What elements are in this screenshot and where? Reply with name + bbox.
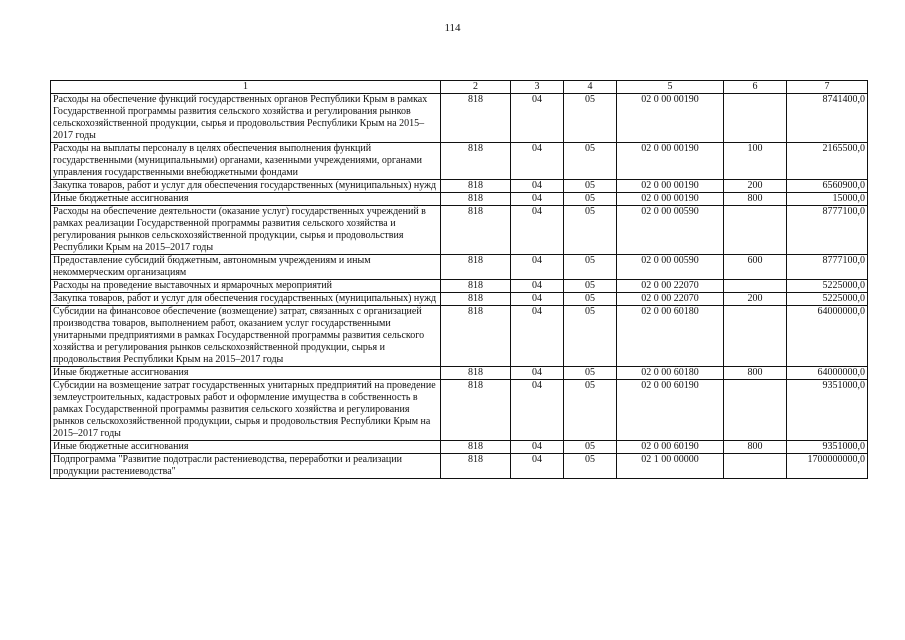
ministry-code: 818: [441, 143, 511, 180]
section-code: 04: [511, 380, 564, 441]
target-article-code: 02 0 00 00590: [617, 206, 724, 255]
expense-type-code: [724, 280, 787, 293]
table-row: [51, 380, 868, 441]
target-article-code: 02 0 00 60180: [617, 367, 724, 380]
table-row: [51, 94, 868, 143]
section-code: 04: [511, 280, 564, 293]
ministry-code: 818: [441, 441, 511, 454]
table-row: [51, 280, 868, 293]
page-number: 114: [444, 22, 461, 34]
table-row: [51, 441, 868, 454]
expense-type-code: 100: [724, 143, 787, 180]
target-article-code: 02 0 00 22070: [617, 293, 724, 306]
expense-type-code: 800: [724, 193, 787, 206]
column-header-1: 1: [51, 81, 441, 94]
row-name: Подпрограмма "Развитие подотрасли растениеводства, переработки и реализации продукции растениеводства": [51, 454, 441, 479]
row-name: Иные бюджетные ассигнования: [51, 193, 441, 206]
table-row: [51, 143, 868, 180]
target-article-code: 02 0 00 60190: [617, 441, 724, 454]
section-code: 04: [511, 143, 564, 180]
amount: 15000,0: [787, 193, 868, 206]
target-article-code: 02 0 00 22070: [617, 280, 724, 293]
column-header-2: 2: [441, 81, 511, 94]
section-code: 04: [511, 454, 564, 479]
table-body: [51, 94, 868, 479]
ministry-code: 818: [441, 94, 511, 143]
section-code: 04: [511, 94, 564, 143]
target-article-code: 02 0 00 00190: [617, 94, 724, 143]
row-name: Субсидии на финансовое обеспечение (возмещение) затрат, связанных с организацией производства товаров, выполнением работ, оказанием услуг государственными унитарными предприятиями в рамках Государственной программы развития сельского хозяйства и регулирования рынков сельскохозяйственной продукции, сырья и продовольствия Республики Крым на 2015–2017 годы: [51, 306, 441, 367]
row-name: Расходы на обеспечение функций государственных органов Республики Крым в рамках Государственной программы развития сельского хозяйства и регулирования рынков сельскохозяйственной продукции, сырья и продовольствия Республики Крым на 2015–2017 годы: [51, 94, 441, 143]
amount: 9351000,0: [787, 441, 868, 454]
ministry-code: 818: [441, 293, 511, 306]
section-code: 04: [511, 180, 564, 193]
table-row: [51, 180, 868, 193]
section-code: 04: [511, 206, 564, 255]
ministry-code: 818: [441, 206, 511, 255]
amount: 5225000,0: [787, 293, 868, 306]
section-code: 04: [511, 367, 564, 380]
row-name: Расходы на проведение выставочных и ярмарочных мероприятий: [51, 280, 441, 293]
amount: 8777100,0: [787, 206, 868, 255]
target-article-code: 02 0 00 00590: [617, 255, 724, 280]
column-header-7: 7: [787, 81, 868, 94]
expense-type-code: [724, 306, 787, 367]
row-name: Иные бюджетные ассигнования: [51, 441, 441, 454]
expense-type-code: 200: [724, 180, 787, 193]
table-row: [51, 454, 868, 479]
budget-table: [50, 80, 868, 479]
section-code: 04: [511, 441, 564, 454]
subsection-code: 05: [564, 293, 617, 306]
section-code: 04: [511, 193, 564, 206]
amount: 64000000,0: [787, 306, 868, 367]
ministry-code: 818: [441, 193, 511, 206]
subsection-code: 05: [564, 94, 617, 143]
subsection-code: 05: [564, 255, 617, 280]
target-article-code: 02 0 00 60180: [617, 306, 724, 367]
amount: 9351000,0: [787, 380, 868, 441]
subsection-code: 05: [564, 206, 617, 255]
column-header-4: 4: [564, 81, 617, 94]
target-article-code: 02 0 00 60190: [617, 380, 724, 441]
expense-type-code: [724, 380, 787, 441]
target-article-code: 02 0 00 00190: [617, 180, 724, 193]
row-name: Предоставление субсидий бюджетным, автономным учреждениям и иным некоммерческим организациям: [51, 255, 441, 280]
row-name: Закупка товаров, работ и услуг для обеспечения государственных (муниципальных) нужд: [51, 293, 441, 306]
subsection-code: 05: [564, 143, 617, 180]
table-row: [51, 306, 868, 367]
ministry-code: 818: [441, 180, 511, 193]
column-header-3: 3: [511, 81, 564, 94]
subsection-code: 05: [564, 380, 617, 441]
subsection-code: 05: [564, 441, 617, 454]
table-row: [51, 206, 868, 255]
section-code: 04: [511, 306, 564, 367]
ministry-code: 818: [441, 380, 511, 441]
expense-type-code: [724, 454, 787, 479]
expense-type-code: [724, 94, 787, 143]
ministry-code: 818: [441, 306, 511, 367]
expense-type-code: 600: [724, 255, 787, 280]
subsection-code: 05: [564, 367, 617, 380]
section-code: 04: [511, 293, 564, 306]
table-row: [51, 255, 868, 280]
expense-type-code: 200: [724, 293, 787, 306]
subsection-code: 05: [564, 280, 617, 293]
row-name: Иные бюджетные ассигнования: [51, 367, 441, 380]
amount: 1700000000,0: [787, 454, 868, 479]
amount: 2165500,0: [787, 143, 868, 180]
amount: 8777100,0: [787, 255, 868, 280]
amount: 6560900,0: [787, 180, 868, 193]
column-header-5: 5: [617, 81, 724, 94]
ministry-code: 818: [441, 367, 511, 380]
amount: 64000000,0: [787, 367, 868, 380]
expense-type-code: [724, 206, 787, 255]
ministry-code: 818: [441, 255, 511, 280]
target-article-code: 02 0 00 00190: [617, 143, 724, 180]
header-row: [51, 81, 868, 94]
ministry-code: 818: [441, 454, 511, 479]
table-row: [51, 367, 868, 380]
subsection-code: 05: [564, 180, 617, 193]
subsection-code: 05: [564, 193, 617, 206]
table-header: [51, 81, 868, 94]
table-row: [51, 193, 868, 206]
amount: 5225000,0: [787, 280, 868, 293]
expense-type-code: 800: [724, 367, 787, 380]
section-code: 04: [511, 255, 564, 280]
target-article-code: 02 0 00 00190: [617, 193, 724, 206]
row-name: Расходы на обеспечение деятельности (оказание услуг) государственных учреждений в рамках реализации Государственной программы развития сельского хозяйства и регулирования рынков сельскохозяйственной продукции, сырья и продовольствия Республики Крым на 2015–2017 годы: [51, 206, 441, 255]
row-name: Расходы на выплаты персоналу в целях обеспечения выполнения функций государственными (муниципальными) органами, казенными учреждениями, органами управления государственными внебюджетными фондами: [51, 143, 441, 180]
table-row: [51, 293, 868, 306]
target-article-code: 02 1 00 00000: [617, 454, 724, 479]
subsection-code: 05: [564, 454, 617, 479]
subsection-code: 05: [564, 306, 617, 367]
row-name: Субсидии на возмещение затрат государственных унитарных предприятий на проведение землеустроительных, кадастровых работ и оформление имущества в собственность в рамках Государственной программы развития сельского хозяйства и регулирования рынков сельскохозяйственной продукции, сырья и продовольствия Республики Крым на 2015–2017 годы: [51, 380, 441, 441]
column-header-6: 6: [724, 81, 787, 94]
row-name: Закупка товаров, работ и услуг для обеспечения государственных (муниципальных) нужд: [51, 180, 441, 193]
expense-type-code: 800: [724, 441, 787, 454]
amount: 8741400,0: [787, 94, 868, 143]
ministry-code: 818: [441, 280, 511, 293]
